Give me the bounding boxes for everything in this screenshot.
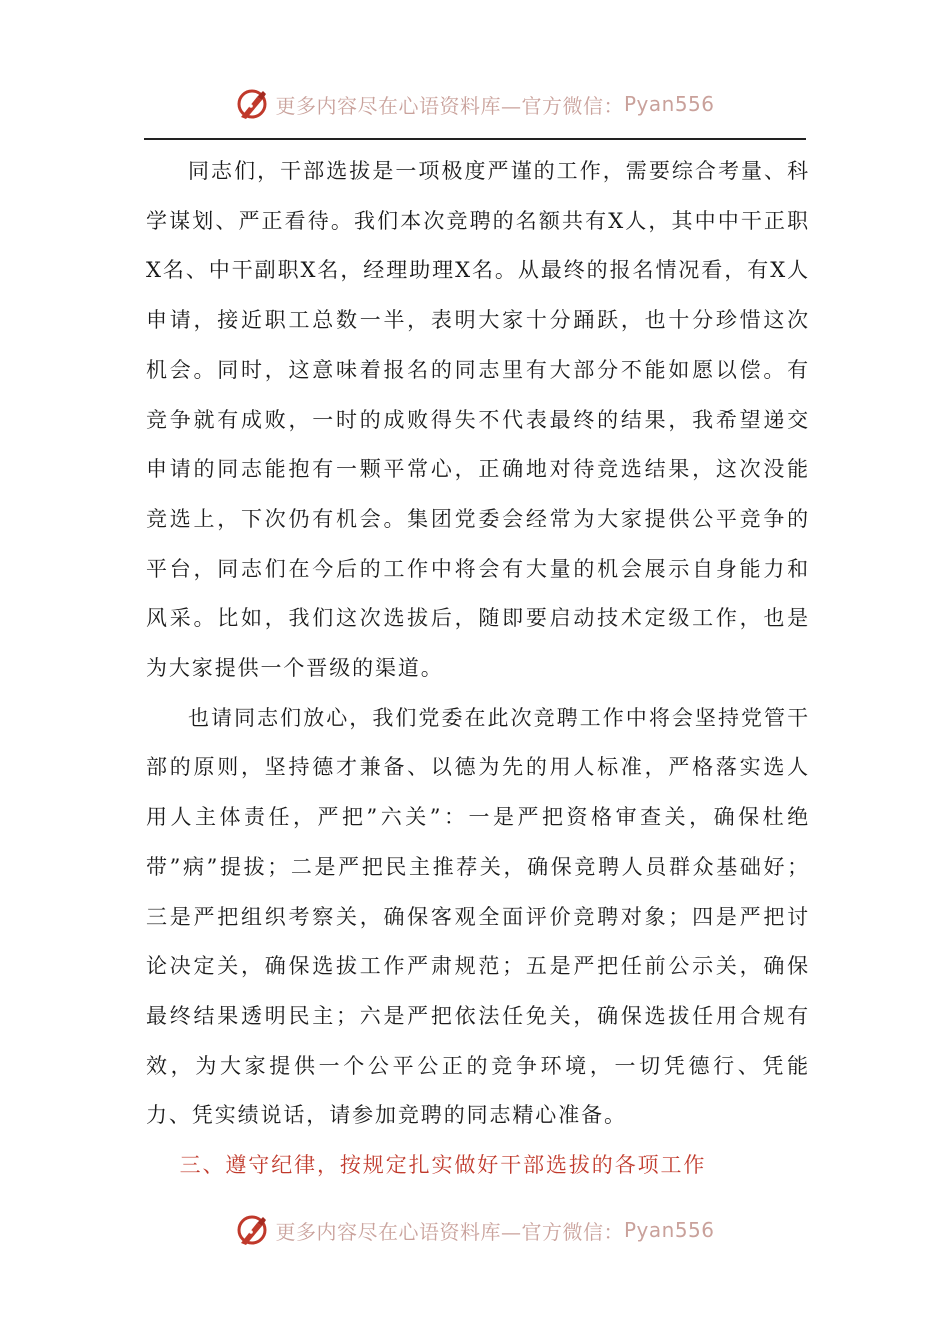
page-header xyxy=(0,82,950,126)
pen-nib-logo-icon xyxy=(235,87,269,121)
section-heading: 三、遵守纪律，按规定扎实做好干部选拔的各项工作 xyxy=(179,1153,707,1178)
page-footer xyxy=(0,1208,950,1252)
document-body xyxy=(146,147,810,1191)
header-divider xyxy=(144,138,806,140)
footer-banner-text: 更多内容尽在心语资料库—官方微信： xyxy=(275,1219,624,1244)
footer-wechat-id: Pyan556 xyxy=(623,1218,715,1242)
body-paragraph-1: 同志们，干部选拔是一项极度严谨的工作，需要综合考量、科学谋划、严正看待。我们本次竞聘的名额共有X人，其中中干正职X名、中干副职X名，经理助理X名。从最终的报名情况看，有X人申请，接近职工总数一半，表明大家十分踊跃，也十分珍惜这次机会。同时，这意味着报名的同志里有大部分不能如愿以偿。有竞争就有成败，一时的成败得失不代表最终的结果，我希望递交申请的同志能抱有一颗平常心，正确地对待竞选结果，这次没能竞选上，下次仍有机会。集团党委会经常为大家提供公平竞争的平台，同志们在今后的工作中将会有大量的机会展示自身能力和风采。比如，我们这次选拔后，随即要启动技术定级工作，也是为大家提供一个晋级的渠道。 xyxy=(146,159,810,681)
header-wechat-id: Pyan556 xyxy=(623,92,715,116)
body-paragraph-2: 也请同志们放心，我们党委在此次竞聘工作中将会坚持党管干部的原则，坚持德才兼备、以德为先的用人标准，严格落实选人用人主体责任，严把”六关”：一是严把资格审查关，确保杜绝带”病”提拔；二是严把民主推荐关，确保竞聘人员群众基础好；三是严把组织考察关，确保客观全面评价竞聘对象；四是严把讨论决定关，确保选拔工作严肃规范；五是严把任前公示关，确保最终结果透明民主；六是严把依法任免关，确保选拔任用合规有效，为大家提供一个公平公正的竞争环境，一切凭德行、凭能力、凭实绩说话，请参加竞聘的同志精心准备。 xyxy=(146,705,810,1128)
header-banner-text: 更多内容尽在心语资料库—官方微信： xyxy=(275,93,624,118)
pen-nib-logo-icon xyxy=(235,1213,269,1247)
